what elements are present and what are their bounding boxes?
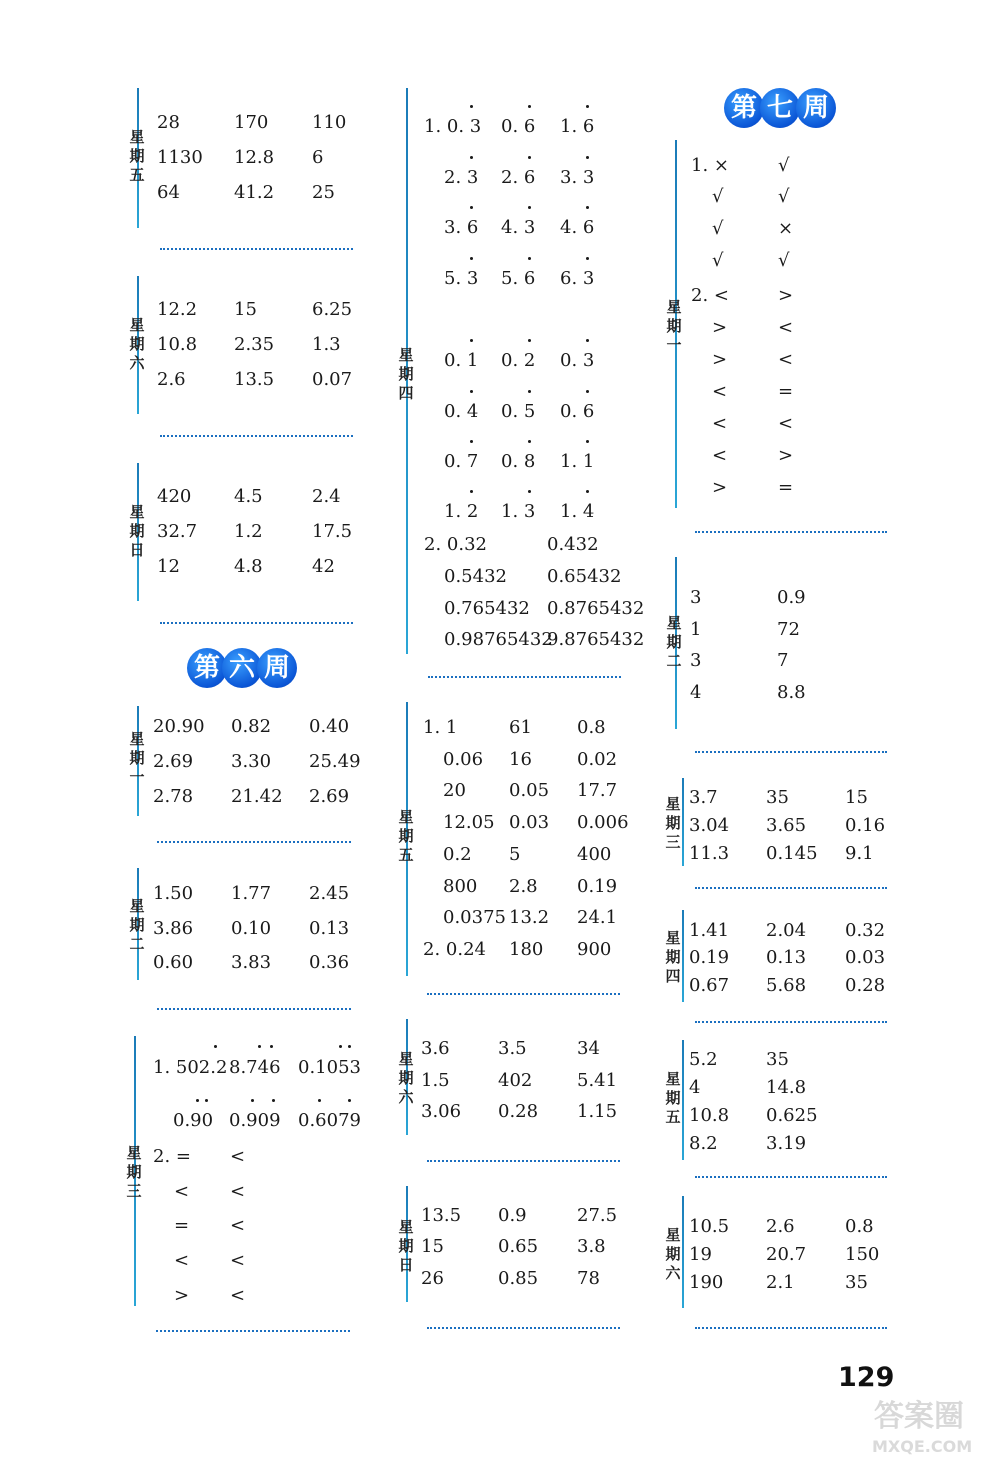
recurring-dot (586, 490, 589, 493)
answer: 0.28 (845, 975, 886, 996)
answer: 0.36 (309, 952, 350, 973)
answer: 0.07 (312, 369, 353, 390)
answer: 35 (845, 1272, 868, 1293)
answer: 180 (509, 939, 544, 960)
answer: 9.8765432 (547, 629, 645, 650)
recurring-dot (470, 339, 473, 342)
recurring-dot (470, 156, 473, 159)
recurring-dot (470, 490, 473, 493)
answer: 3.7 (689, 787, 718, 808)
answer: 11.3 (689, 843, 730, 864)
answer: 5.2 (689, 1049, 718, 1070)
answer: 110 (312, 112, 347, 133)
answer: 0.13 (766, 947, 807, 968)
page-number: 129 (838, 1362, 895, 1393)
answer: 2. = (153, 1146, 191, 1167)
answer: √ (712, 218, 724, 239)
answer: 0. 7 (444, 451, 479, 472)
recurring-dot (586, 105, 589, 108)
answer: 21.42 (231, 786, 283, 807)
answer: 4.5 (234, 486, 263, 507)
answer: 3 (690, 650, 702, 671)
section-divider (427, 1160, 620, 1162)
recurring-dot (470, 105, 473, 108)
recurring-dot (348, 1045, 351, 1048)
answer: 0.6079 (298, 1110, 361, 1131)
answer: 1. 0. 3 (424, 116, 482, 137)
answer: 27.5 (577, 1205, 618, 1226)
day-divider (682, 910, 684, 1002)
answer: 5. 6 (501, 268, 536, 289)
answer: 2. < (691, 285, 729, 306)
recurring-dot (470, 390, 473, 393)
section-divider (160, 435, 353, 437)
answer: 3.83 (231, 952, 272, 973)
answer: 12 (157, 556, 180, 577)
answer: 5. 3 (444, 268, 479, 289)
answer: 0. 8 (501, 451, 536, 472)
recurring-dot (528, 490, 531, 493)
day-divider (682, 778, 684, 866)
answer: 1. 4 (560, 501, 595, 522)
recurring-dot (205, 1099, 208, 1102)
answer: 0.5432 (444, 566, 507, 587)
answer: 2. 0.32 (424, 534, 487, 555)
section-divider (428, 676, 621, 678)
section-divider (157, 841, 351, 843)
answer: 420 (157, 486, 192, 507)
week-badge-char: 第 (187, 648, 227, 688)
day-label-thu: 星 期 四 (398, 346, 414, 402)
answer: √ (712, 186, 724, 207)
answer: 0.28 (498, 1101, 539, 1122)
answer: 0.432 (547, 534, 599, 555)
answer: 13.5 (421, 1205, 462, 1226)
answer: = (778, 381, 794, 402)
week7-badge (724, 88, 836, 128)
answer: 4 (689, 1077, 701, 1098)
answer: 8.2 (689, 1133, 718, 1154)
answer: 0. 3 (560, 350, 595, 371)
answer: 0. 4 (444, 401, 479, 422)
answer: √ (778, 186, 790, 207)
answer: 1.77 (231, 883, 272, 904)
answer: < (230, 1285, 246, 1306)
answer: 1. 1 (560, 451, 595, 472)
recurring-dot (214, 1045, 217, 1048)
answer: 25.49 (309, 751, 361, 772)
day-label-sat: 星 期 六 (398, 1050, 414, 1106)
answer: 10.5 (689, 1216, 730, 1237)
recurring-dot (270, 1045, 273, 1048)
day-divider (682, 1040, 684, 1160)
section-divider (157, 1008, 351, 1010)
week-badge-char: 周 (796, 88, 836, 128)
answer: 12.8 (234, 147, 275, 168)
answer: = (778, 477, 794, 498)
answer: 2.6 (157, 369, 186, 390)
answer: 0.85 (498, 1268, 539, 1289)
answer: > (778, 445, 794, 466)
answer: 64 (157, 182, 180, 203)
answer: 0. 6 (560, 401, 595, 422)
answer: 0.9 (777, 587, 806, 608)
answer: 10.8 (157, 334, 198, 355)
recurring-dot (528, 105, 531, 108)
answer: 3.8 (577, 1236, 606, 1257)
answer: 0.8 (577, 717, 606, 738)
answer: 0.03 (845, 947, 886, 968)
answer: 0.90 (173, 1110, 214, 1131)
recurring-dot (586, 206, 589, 209)
section-divider (695, 1021, 887, 1023)
answer: 0.2 (443, 844, 472, 865)
answer: 0.65432 (547, 566, 622, 587)
recurring-dot (586, 339, 589, 342)
answer: < (230, 1146, 246, 1167)
answer: 4. 3 (501, 217, 536, 238)
answer: 0.65 (498, 1236, 539, 1257)
watermark-logo (872, 1388, 992, 1458)
answer: 2.45 (309, 883, 350, 904)
section-divider (695, 531, 887, 533)
answer: 190 (689, 1272, 724, 1293)
section-divider (695, 887, 887, 889)
answer: 26 (421, 1268, 444, 1289)
answer: 0.05 (509, 780, 550, 801)
day-label-thu: 星 期 四 (665, 929, 681, 985)
answer: 0.82 (231, 716, 272, 737)
answer: 13.2 (509, 907, 550, 928)
answer: 1. 1 (423, 717, 458, 738)
section-divider (695, 751, 887, 753)
answer: 5.41 (577, 1070, 618, 1091)
answer: 2.4 (312, 486, 341, 507)
answer: 1.3 (312, 334, 341, 355)
answer: 2.69 (153, 751, 194, 772)
answer: > (712, 477, 728, 498)
week-badge-char: 六 (222, 648, 262, 688)
recurring-dot (528, 206, 531, 209)
answer: 1.5 (421, 1070, 450, 1091)
answer: > (712, 349, 728, 370)
answer: 35 (766, 1049, 789, 1070)
answer: 1. 502.2 (153, 1057, 228, 1078)
answer: 15 (234, 299, 257, 320)
answer: 2. 3 (444, 167, 479, 188)
answer: × (778, 218, 794, 239)
section-divider (160, 248, 353, 250)
answer: 4 (690, 682, 702, 703)
recurring-dot (586, 156, 589, 159)
answer: 0.60 (153, 952, 194, 973)
answer: 3.04 (689, 815, 730, 836)
answer: 12.05 (443, 812, 495, 833)
answer: 20.90 (153, 716, 205, 737)
answer: 78 (577, 1268, 600, 1289)
answer: 4.8 (234, 556, 263, 577)
recurring-dot (528, 440, 531, 443)
answer: 3 (690, 587, 702, 608)
answer: < (778, 349, 794, 370)
answer: 16 (509, 749, 532, 770)
answer: 2.1 (766, 1272, 795, 1293)
answer: 13.5 (234, 369, 275, 390)
day-divider (682, 1196, 684, 1308)
answer: 402 (498, 1070, 533, 1091)
answer: 20 (443, 780, 466, 801)
answer: 0.909 (229, 1110, 281, 1131)
answer: 0.19 (689, 947, 730, 968)
answer: 24.1 (577, 907, 618, 928)
answer: 0. 1 (444, 350, 479, 371)
answer: 0.02 (577, 749, 618, 770)
answer: 0. 5 (501, 401, 536, 422)
answer: 1. 2 (444, 501, 479, 522)
answer: < (778, 317, 794, 338)
answer: 400 (577, 844, 612, 865)
answer: 1. 3 (501, 501, 536, 522)
answer: 0.1053 (298, 1057, 361, 1078)
section-divider (427, 993, 620, 995)
answer: 0.98765432 (444, 629, 553, 650)
answer: 3. 3 (560, 167, 595, 188)
answer: 3.30 (231, 751, 272, 772)
answer: 17.5 (312, 521, 353, 542)
answer: 0.145 (766, 843, 818, 864)
answer: 2.69 (309, 786, 350, 807)
recurring-dot (318, 1099, 321, 1102)
answer: 1.50 (153, 883, 194, 904)
answer: < (712, 413, 728, 434)
day-label-sat: 星 期 六 (665, 1226, 681, 1282)
answer: 0.40 (309, 716, 350, 737)
answer: 0.0375 (443, 907, 506, 928)
answer: 2.78 (153, 786, 194, 807)
recurring-dot (196, 1099, 199, 1102)
answer: > (778, 285, 794, 306)
recurring-dot (528, 390, 531, 393)
week6-badge (187, 648, 297, 688)
section-divider (160, 622, 353, 624)
day-label-fri: 星 期 五 (129, 128, 145, 184)
answer: 1.15 (577, 1101, 618, 1122)
answer: 3. 6 (444, 217, 479, 238)
recurring-dot (528, 156, 531, 159)
answer: 2.8 (509, 876, 538, 897)
answer: < (230, 1181, 246, 1202)
answer: 0.67 (689, 975, 730, 996)
answer: 0.8765432 (547, 598, 645, 619)
answer: 7 (777, 650, 789, 671)
answer: 3.06 (421, 1101, 462, 1122)
answer: 0.06 (443, 749, 484, 770)
answer: 0.765432 (444, 598, 530, 619)
answer: > (174, 1285, 190, 1306)
answer: 17.7 (577, 780, 618, 801)
answer: 0.32 (845, 920, 886, 941)
answer: 4. 6 (560, 217, 595, 238)
answer: 1. 6 (560, 116, 595, 137)
answer: 0.16 (845, 815, 886, 836)
answer: 1 (690, 619, 702, 640)
answer: < (230, 1215, 246, 1236)
answer: 0.19 (577, 876, 618, 897)
day-label-sun: 星 期 日 (398, 1218, 414, 1274)
answer: √ (778, 155, 790, 176)
answer: 28 (157, 112, 180, 133)
answer: 0. 2 (501, 350, 536, 371)
answer: 9.1 (845, 843, 874, 864)
answer: < (778, 413, 794, 434)
answer: 0.8 (845, 1216, 874, 1237)
recurring-dot (470, 440, 473, 443)
recurring-dot (528, 339, 531, 342)
answer: 1.41 (689, 920, 730, 941)
answer: 41.2 (234, 182, 275, 203)
answer: 8.746 (229, 1057, 281, 1078)
answer: > (712, 317, 728, 338)
section-divider (427, 1327, 620, 1329)
answer: 3.65 (766, 815, 807, 836)
answer: < (174, 1250, 190, 1271)
answer: 1.2 (234, 521, 263, 542)
day-label-tue: 星 期 二 (666, 614, 682, 670)
recurring-dot (348, 1099, 351, 1102)
answer: 42 (312, 556, 335, 577)
answer: 1130 (157, 147, 203, 168)
answer: < (230, 1250, 246, 1271)
answer: 2. 6 (501, 167, 536, 188)
answer: 150 (845, 1244, 880, 1265)
answer: 2.6 (766, 1216, 795, 1237)
recurring-dot (251, 1099, 254, 1102)
week-badge-char: 七 (760, 88, 800, 128)
answer: < (712, 445, 728, 466)
answer: √ (778, 250, 790, 271)
answer: 12.2 (157, 299, 198, 320)
answer: 19 (689, 1244, 712, 1265)
answer: 800 (443, 876, 478, 897)
answer: 10.8 (689, 1105, 730, 1126)
answer: 3.6 (421, 1038, 450, 1059)
answer: 61 (509, 717, 532, 738)
day-label-sun: 星 期 日 (129, 503, 145, 559)
answer: 0. 6 (501, 116, 536, 137)
answer: 8.8 (777, 682, 806, 703)
day-label-mon: 星 期 一 (666, 298, 682, 354)
day-label-wed: 星 期 三 (665, 795, 681, 851)
answer: 72 (777, 619, 800, 640)
day-label-wed: 星 期 三 (126, 1144, 142, 1200)
day-label-fri: 星 期 五 (398, 808, 414, 864)
day-label-fri: 星 期 五 (665, 1070, 681, 1126)
answer: 15 (845, 787, 868, 808)
section-divider (156, 1330, 350, 1332)
answer: 5.68 (766, 975, 807, 996)
answer: 32.7 (157, 521, 198, 542)
answer: 1. × (691, 155, 729, 176)
week-badge-char: 第 (724, 88, 764, 128)
answer: 0.9 (498, 1205, 527, 1226)
recurring-dot (586, 257, 589, 260)
section-divider (695, 1176, 887, 1178)
answer: = (174, 1215, 190, 1236)
recurring-dot (528, 257, 531, 260)
recurring-dot (339, 1045, 342, 1048)
answer: 25 (312, 182, 335, 203)
answer: < (712, 381, 728, 402)
answer: 3.86 (153, 918, 194, 939)
watermark-url: MXQE.COM (872, 1437, 973, 1456)
answer: 6 (312, 147, 324, 168)
recurring-dot (470, 206, 473, 209)
answer: 2. 0.24 (423, 939, 486, 960)
section-divider (695, 1327, 887, 1329)
answer: 0.13 (309, 918, 350, 939)
recurring-dot (586, 390, 589, 393)
answer: 5 (509, 844, 521, 865)
recurring-dot (586, 440, 589, 443)
answer: 20.7 (766, 1244, 807, 1265)
watermark-text: 答案圈 (874, 1399, 964, 1434)
day-label-mon: 星 期 一 (129, 730, 145, 786)
answer: 3.5 (498, 1038, 527, 1059)
answer: 0.10 (231, 918, 272, 939)
answer: 0.006 (577, 812, 629, 833)
answer: 35 (766, 787, 789, 808)
answer: 900 (577, 939, 612, 960)
recurring-dot (258, 1045, 261, 1048)
answer: 0.03 (509, 812, 550, 833)
week-badge-char: 周 (257, 648, 297, 688)
answer: 2.35 (234, 334, 275, 355)
answer: 170 (234, 112, 269, 133)
answer: √ (712, 250, 724, 271)
answer: 0.625 (766, 1105, 818, 1126)
answer: 14.8 (766, 1077, 807, 1098)
recurring-dot (272, 1099, 275, 1102)
answer: 6.25 (312, 299, 353, 320)
answer: 2.04 (766, 920, 807, 941)
recurring-dot (470, 257, 473, 260)
day-label-sat: 星 期 六 (129, 316, 145, 372)
answer: 15 (421, 1236, 444, 1257)
answer: 6. 3 (560, 268, 595, 289)
answer: 34 (577, 1038, 600, 1059)
answer: < (174, 1181, 190, 1202)
answer: 3.19 (766, 1133, 807, 1154)
day-label-tue: 星 期 二 (129, 897, 145, 953)
